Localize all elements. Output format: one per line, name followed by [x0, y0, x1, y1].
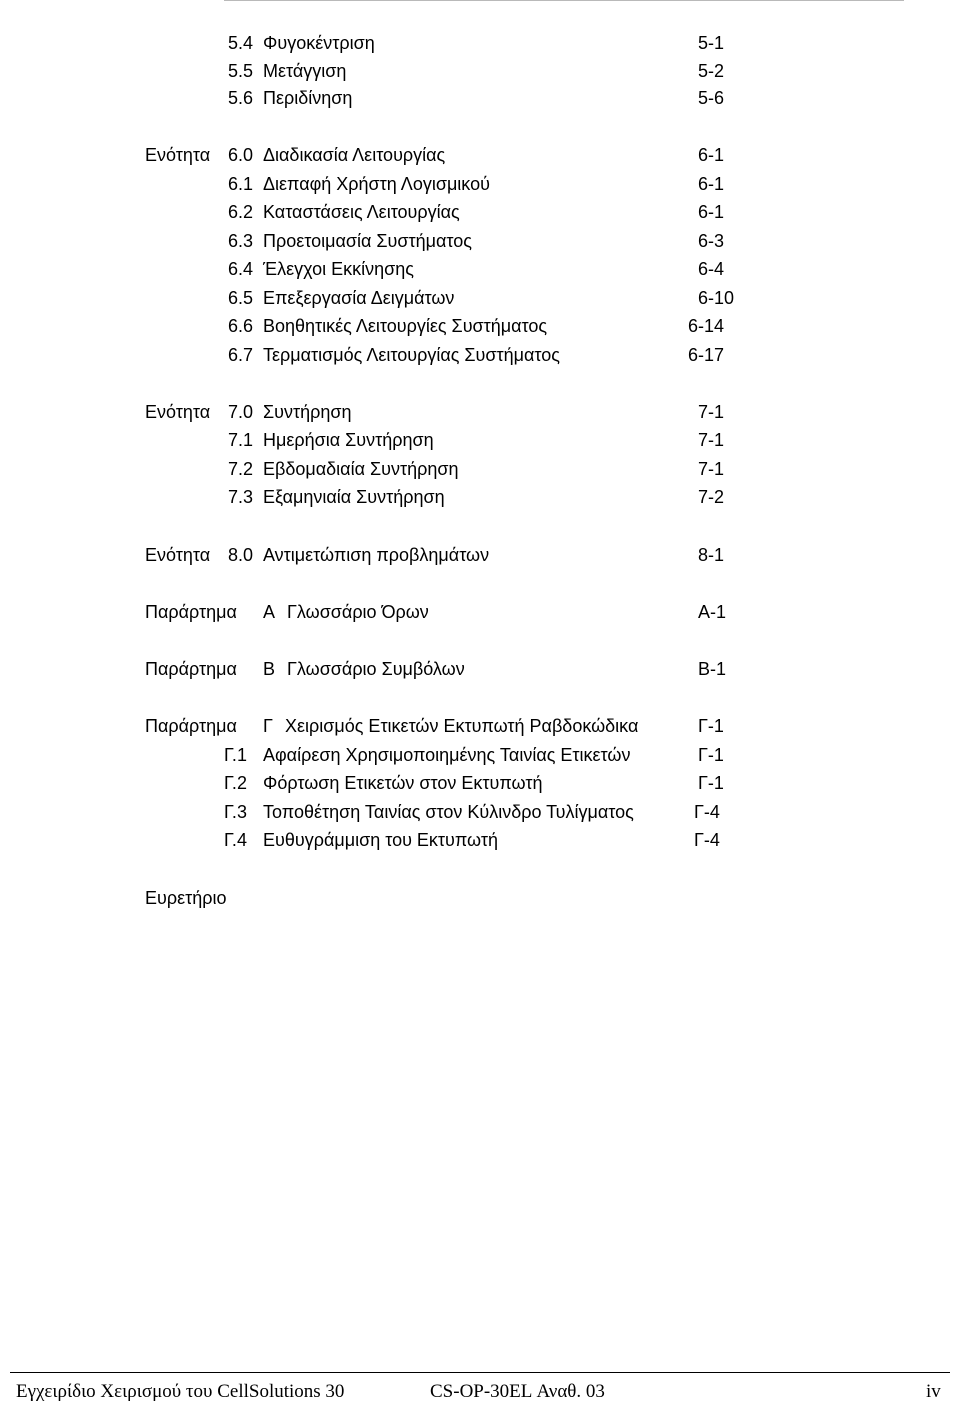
toc-page: 6-1 — [698, 145, 725, 165]
toc-title: Γλωσσάριο Όρων — [287, 602, 429, 622]
toc-page: 5-2 — [698, 61, 725, 81]
toc-page: 8-1 — [698, 545, 725, 565]
toc-section-label: Παράρτημα — [145, 716, 237, 736]
toc-number: 6.7 — [228, 345, 254, 365]
toc-number: 5.4 — [228, 33, 254, 53]
toc-page: 7-1 — [698, 402, 725, 422]
toc-title: Περιδίνηση — [263, 88, 353, 108]
toc-title: Χειρισμός Ετικετών Εκτυπωτή Ραβδοκώδικα — [285, 716, 639, 736]
toc-page: Γ-1 — [698, 745, 724, 765]
toc-number: 6.0 — [228, 145, 254, 165]
toc-page: 6-17 — [688, 345, 725, 365]
toc-title: Έλεγχοι Εκκίνησης — [263, 259, 414, 279]
toc-page: 7-1 — [698, 459, 725, 479]
toc-number: Γ.1 — [224, 745, 247, 765]
toc-title: Φυγοκέντριση — [263, 33, 375, 53]
toc-title: Τερματισμός Λειτουργίας Συστήματος — [263, 345, 560, 365]
toc-page: Β-1 — [698, 659, 727, 679]
toc-number: 6.3 — [228, 231, 254, 251]
toc-number: 5.5 — [228, 61, 254, 81]
toc-title: Μετάγγιση — [263, 61, 347, 81]
toc-number: Γ — [263, 716, 273, 736]
toc-page: Γ-1 — [698, 716, 724, 736]
toc-number: 7.1 — [228, 430, 254, 450]
toc-number: 8.0 — [228, 545, 254, 565]
toc-section-label: Παράρτημα — [145, 659, 237, 679]
toc-title: Ημερήσια Συντήρηση — [263, 430, 434, 450]
toc-row — [0, 456, 960, 482]
toc-row — [0, 484, 960, 510]
toc-page: 6-3 — [698, 231, 725, 251]
toc-title: Προετοιμασία Συστήματος — [263, 231, 472, 251]
toc-page: 5-6 — [698, 88, 725, 108]
toc-title: Αντιμετώπιση προβλημάτων — [263, 545, 490, 565]
toc-number: 6.5 — [228, 288, 254, 308]
toc-row — [0, 827, 960, 853]
toc-number: Γ.2 — [224, 773, 247, 793]
toc-row — [0, 742, 960, 768]
toc-page: Γ-4 — [694, 802, 720, 822]
toc-section-label: Ενότητα — [145, 402, 211, 422]
toc-page: 7-1 — [698, 430, 725, 450]
toc-section-label: Ευρετήριο — [145, 888, 227, 908]
toc-row — [0, 285, 960, 311]
toc-number: 7.3 — [228, 487, 254, 507]
toc-number: 6.1 — [228, 174, 254, 194]
toc-page: 6-1 — [698, 202, 725, 222]
toc-number: 6.6 — [228, 316, 254, 336]
toc-section-label: Ενότητα — [145, 545, 211, 565]
toc-row — [0, 58, 960, 84]
toc-number: 6.4 — [228, 259, 254, 279]
page-footer — [0, 1378, 960, 1406]
toc-row — [0, 656, 960, 682]
toc-number: 7.0 — [228, 402, 254, 422]
toc-title: Γλωσσάριο Συμβόλων — [287, 659, 465, 679]
toc-number: 6.2 — [228, 202, 254, 222]
toc-page: 6-10 — [698, 288, 735, 308]
toc-row — [0, 770, 960, 796]
footer-document-id: CS-OP-30EL Αναθ. 03 — [430, 1381, 605, 1402]
toc-title: Αφαίρεση Χρησιμοποιημένης Ταινίας Ετικετών — [263, 745, 631, 765]
toc-row — [0, 599, 960, 625]
footer-rule — [10, 1372, 950, 1373]
toc-number: Γ.4 — [224, 830, 247, 850]
toc-row — [0, 228, 960, 254]
toc-title: Φόρτωση Ετικετών στον Εκτυπωτή — [263, 773, 543, 793]
toc-page: Γ-4 — [694, 830, 720, 850]
toc-title: Ευθυγράμμιση του Εκτυπωτή — [263, 830, 498, 850]
toc-row — [0, 799, 960, 825]
toc-row — [0, 399, 960, 425]
toc-section-label: Ενότητα — [145, 145, 211, 165]
toc-row — [0, 256, 960, 282]
toc-number: 7.2 — [228, 459, 254, 479]
toc-page: 7-2 — [698, 487, 725, 507]
toc-page: 6-4 — [698, 259, 725, 279]
toc-title: Τοποθέτηση Ταινίας στον Κύλινδρο Τυλίγματος — [263, 802, 634, 822]
toc-number: Β — [263, 659, 276, 679]
toc-page: Α-1 — [698, 602, 727, 622]
toc-title: Διεπαφή Χρήστη Λογισμικού — [263, 174, 490, 194]
toc-row — [0, 342, 960, 368]
toc-row — [0, 542, 960, 568]
toc-row — [0, 885, 960, 911]
toc-title: Εβδομαδιαία Συντήρηση — [263, 459, 459, 479]
toc-title: Διαδικασία Λειτουργίας — [263, 145, 446, 165]
footer-page-number: iv — [926, 1381, 941, 1402]
toc-row — [0, 713, 960, 739]
toc-number: Α — [263, 602, 276, 622]
toc-section-label: Παράρτημα — [145, 602, 237, 622]
toc-row — [0, 85, 960, 111]
toc-title: Επεξεργασία Δειγμάτων — [263, 288, 455, 308]
toc-row — [0, 199, 960, 225]
toc-page: 6-14 — [688, 316, 725, 336]
toc-number: Γ.3 — [224, 802, 247, 822]
toc-number: 5.6 — [228, 88, 254, 108]
toc-row — [0, 313, 960, 339]
toc-page: 6-1 — [698, 174, 725, 194]
toc-page: 5-1 — [698, 33, 725, 53]
footer-manual-title: Εγχειρίδιο Χειρισμού του CellSolutions 30 — [16, 1381, 345, 1402]
toc-page: Γ-1 — [698, 773, 724, 793]
toc-title: Καταστάσεις Λειτουργίας — [263, 202, 460, 222]
toc-title: Βοηθητικές Λειτουργίες Συστήματος — [263, 316, 548, 336]
toc-title: Συντήρηση — [263, 402, 352, 422]
toc-row — [0, 171, 960, 197]
toc-row — [0, 30, 960, 56]
toc-title: Εξαμηνιαία Συντήρηση — [263, 487, 445, 507]
toc-row — [0, 427, 960, 453]
toc-row — [0, 142, 960, 168]
